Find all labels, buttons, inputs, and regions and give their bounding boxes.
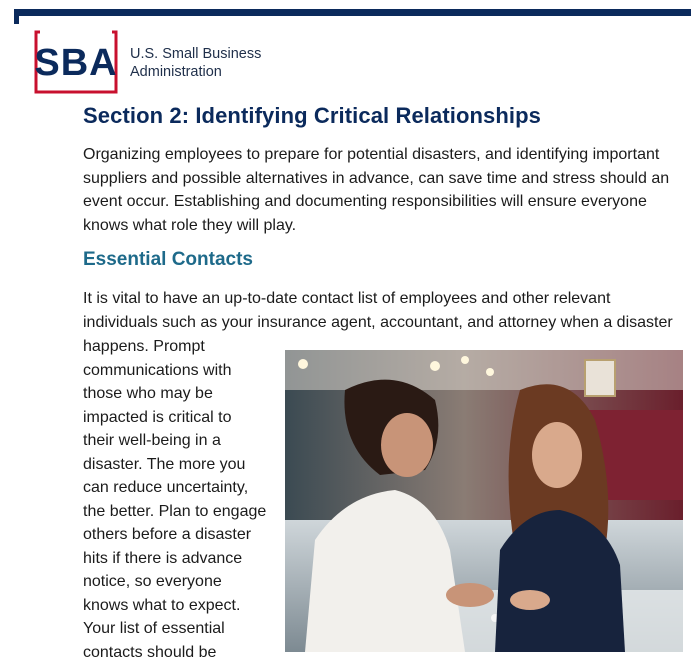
sba-logo xyxy=(34,30,118,94)
column-line: impacted is critical to xyxy=(83,408,232,426)
column-line: Your list of essential xyxy=(83,620,225,637)
column-line: the better. Plan to engage xyxy=(83,502,267,520)
column-line: contacts should be xyxy=(83,643,217,661)
essential-contacts-column xyxy=(83,335,278,664)
intro-paragraph: Organizing employees to prepare for potential disasters, and identifying important suppliers and possible alternatives in advance, can save time and stress should an event occur. Establishing and documenting responsibilities will ensure everyone knows what role they will play. xyxy=(83,146,670,234)
section-title: Section 2: Identifying Critical Relationships xyxy=(83,103,542,128)
column-line: disaster. The more you xyxy=(83,455,246,473)
header-rule-corner xyxy=(14,16,19,24)
column-line: those who may be xyxy=(83,385,213,402)
column-line: can reduce uncertainty, xyxy=(83,479,249,496)
column-line: communications with xyxy=(83,361,232,379)
essential-contacts-heading: Essential Contacts xyxy=(83,249,253,270)
sba-logo-text: SBA xyxy=(34,42,118,84)
column-line: notice, so everyone xyxy=(83,573,222,590)
column-line: their well-being in a xyxy=(83,432,221,449)
column-line: others before a disaster xyxy=(83,526,252,543)
column-line: knows what to expect. xyxy=(83,596,241,614)
column-line: happens. Prompt xyxy=(83,338,205,355)
agency-name-line2: Administration xyxy=(130,64,222,80)
agency-name xyxy=(130,45,261,81)
header-rule xyxy=(14,9,691,16)
jewelry-store-photo xyxy=(285,350,683,652)
essential-contacts-lead: It is vital to have an up-to-date contact list of employees and other relevant individuals such as your insurance agent, accountant, and attorney when a disaster xyxy=(83,290,673,331)
agency-name-line1: U.S. Small Business xyxy=(130,46,262,62)
column-line: hits if there is advance xyxy=(83,549,243,567)
